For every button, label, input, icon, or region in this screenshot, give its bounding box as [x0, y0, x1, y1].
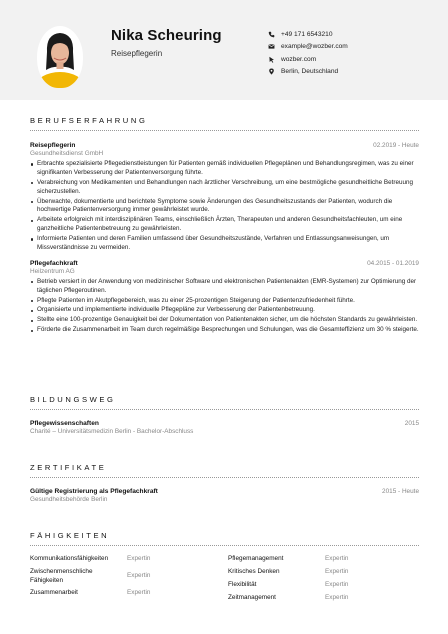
skill-name: Kommunikationsfähigkeiten	[30, 555, 109, 562]
job-bullets	[30, 278, 419, 336]
skill-name: Flexibilität	[228, 581, 257, 588]
section-divider	[30, 545, 419, 546]
skill-level: Expertin	[127, 555, 151, 562]
contact-location-text: Berlin, Deutschland	[281, 68, 339, 75]
certificates-section	[30, 463, 419, 503]
phone-icon	[268, 31, 275, 38]
section-divider	[30, 409, 419, 410]
website-icon	[268, 56, 275, 63]
skill-name: Zeitmanagement	[228, 594, 276, 601]
education-detail: Charité – Universitätsmedizin Berlin - Bachelor-Abschluss	[30, 428, 194, 435]
education-entry	[30, 420, 419, 435]
job-bullet: Verabreichung von Medikamenten und Behandlungen nach ärztlicher Verschreibung, um eine bestmögliche gesundheitliche Betreuung sicherzustellen.	[30, 179, 419, 197]
job-bullets	[30, 160, 419, 253]
section-divider	[30, 130, 419, 131]
certificates-heading: ZERTIFIKATE	[30, 463, 107, 472]
experience-heading: BERUFSERFAHRUNG	[30, 116, 148, 125]
certificate-entry	[30, 488, 419, 503]
job-entry	[30, 142, 419, 253]
job-bullet: Förderte die Zusammenarbeit im Team durch regelmäßige Besprechungen und Schulungen, was die Gesamteffizienz um 30 % steigerte.	[30, 326, 419, 335]
contact-phone-text: +49 171 6543210	[281, 30, 333, 38]
education-date: 2015	[404, 420, 419, 427]
skill-level: Expertin	[325, 594, 349, 601]
location-icon	[268, 68, 275, 75]
experience-section	[30, 116, 419, 336]
job-bullet: Arbeitete erfolgreich mit interdisziplinären Teams, einschließlich Ärzten, Therapeuten und anderen Gesundheitsfachleuten, um eine ganzheitliche Patientenbetreuung zu gewährleisten.	[30, 216, 419, 234]
email-icon	[268, 43, 275, 50]
job-bullet: Organisierte und implementierte individuelle Pflegepläne zur Verbesserung der Patientenbetreuung.	[30, 306, 419, 315]
profile-photo	[37, 26, 83, 88]
certificate-date: 2015 - Heute	[382, 488, 419, 495]
skills-heading: FÄHIGKEITEN	[30, 531, 110, 540]
education-section	[30, 395, 419, 435]
candidate-job-title: Reisepflegerin	[111, 49, 163, 58]
contact-email-text: example@wozber.com	[281, 43, 348, 50]
skill-name: Zusammenarbeit	[30, 589, 78, 596]
job-bullet: Informierte Patienten und deren Familien umfassend über Gesundheitszustände, Verfahren und Entlassungsanweisungen, um Missverständnisse zu vermeiden.	[30, 235, 419, 253]
skill-level: Expertin	[325, 568, 349, 575]
job-company: Heilzentrum AG	[30, 267, 75, 275]
job-entry	[30, 260, 419, 336]
job-company: Gesundheitsdienst GmbH	[30, 150, 104, 157]
skill-level: Expertin	[127, 589, 151, 596]
skill-level: Expertin	[325, 581, 349, 588]
job-bullet: Stellte eine 100-prozentige Genauigkeit bei der Dokumentation von Patientenakten sicher, um die höchsten Standards zu gewährleisten.	[30, 316, 419, 325]
skill-level: Expertin	[325, 555, 349, 562]
education-heading: BILDUNGSWEG	[30, 395, 116, 404]
job-bullet: Erbrachte spezialisierte Pflegedienstleistungen für Patienten gemäß individuellen Pflegeplänen und Behandlungsregimen, was zu einer signifikanten Verbesserung der Patientenversorgung führte.	[30, 160, 419, 178]
job-title: Pflegefachkraft	[30, 259, 78, 267]
certificate-title: Gültige Registrierung als Pflegefachkraft	[30, 488, 158, 495]
candidate-name: Nika Scheuring	[111, 27, 222, 44]
job-date: 04.2015 - 01.2019	[367, 259, 419, 267]
skill-name: Kritisches Denken	[228, 568, 280, 575]
resume-header	[0, 0, 448, 100]
contact-website-text: wozber.com	[281, 55, 317, 63]
contact-list	[268, 28, 348, 78]
section-divider	[30, 477, 419, 478]
job-bullet: Pflegte Patienten im Akutpflegebereich, was zu einer 25-prozentigen Steigerung der Patientenzufriedenheit führte.	[30, 297, 419, 306]
certificate-detail: Gesundheitsbehörde Berlin	[30, 496, 108, 503]
job-title: Reisepflegerin	[30, 142, 76, 149]
skill-name: Zwischenmenschliche Fähigkeiten	[30, 568, 93, 584]
skills-section	[30, 531, 419, 546]
job-bullet: Betrieb versiert in der Anwendung von medizinischer Software und elektronischen Patientenakten (EMR-Systemen) zur Optimierung der täglichen Pflegeroutinen.	[30, 278, 419, 296]
skill-name: Pflegemanagement	[228, 555, 284, 562]
job-date: 02.2019 - Heute	[373, 142, 419, 149]
contact-website[interactable]	[268, 53, 348, 65]
job-bullet: Überwachte, dokumentierte und berichtete Symptome sowie Änderungen des Gesundheitszustands der Patienten, wodurch die hochwertige Patientenversorgung immer gewährleistet wurde.	[30, 198, 419, 216]
education-title: Pflegewissenschaften	[30, 420, 99, 427]
contact-email[interactable]	[268, 41, 348, 53]
contact-location	[268, 66, 348, 78]
contact-phone[interactable]	[268, 28, 348, 40]
skill-level: Expertin	[127, 572, 151, 579]
